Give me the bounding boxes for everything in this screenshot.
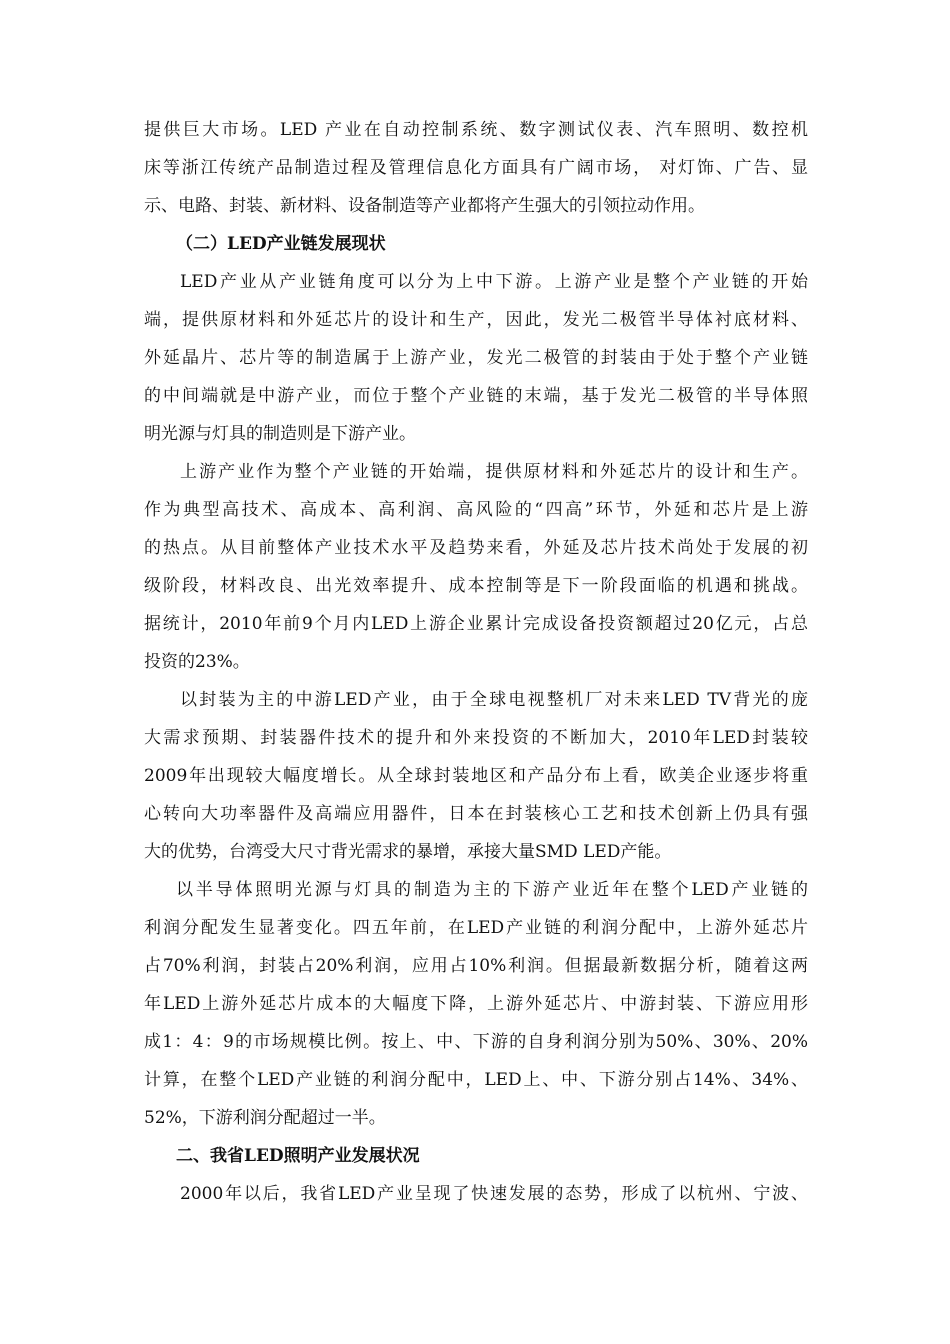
text-line: 计算，在整个LED产业链的利润分配中，LED上、中、下游分别占14%、34%、	[144, 1070, 808, 1090]
text-line: 52%，下游利润分配超过一半。	[144, 1108, 386, 1128]
text-line: 以半导体照明光源与灯具的制造为主的下游产业近年在整个LED产业链的	[176, 880, 808, 900]
text-line: 的中间端就是中游产业，而位于整个产业链的末端，基于发光二极管的半导体照	[144, 386, 808, 406]
text-line: 示、电路、封装、新材料、设备制造等产业都将产生强大的引领拉动作用。	[144, 196, 705, 216]
text-line: 大的优势，台湾受大尺寸背光需求的暴增，承接大量SMD LED产能。	[144, 842, 672, 862]
text-line: 投资的23%。	[144, 652, 250, 672]
text-line: 2000年以后，我省LED产业呈现了快速发展的态势，形成了以杭州、宁波、	[180, 1184, 808, 1204]
text-line: 提供巨大市场。LED 产业在自动控制系统、数字测试仪表、汽车照明、数控机	[144, 120, 808, 140]
section-heading: （二）LED产业链发展现状	[176, 234, 386, 254]
text-line: 端，提供原材料和外延芯片的设计和生产，因此，发光二极管半导体衬底材料、	[144, 310, 808, 330]
text-line: 外延晶片、芯片等的制造属于上游产业，发光二极管的封装由于处于整个产业链	[144, 348, 808, 368]
text-line: 作为典型高技术、高成本、高利润、高风险的“四高”环节，外延和芯片是上游	[144, 500, 808, 520]
text-line: 利润分配发生显著变化。四五年前，在LED产业链的利润分配中，上游外延芯片	[144, 918, 808, 938]
text-line: 2009年出现较大幅度增长。从全球封装地区和产品分布上看，欧美企业逐步将重	[144, 766, 808, 786]
text-line: 床等浙江传统产品制造过程及管理信息化方面具有广阔市场， 对灯饰、广告、显	[144, 158, 808, 178]
text-line: LED产业从产业链角度可以分为上中下游。上游产业是整个产业链的开始	[180, 272, 808, 292]
text-line: 心转向大功率器件及高端应用器件，日本在封装核心工艺和技术创新上仍具有强	[144, 804, 808, 824]
text-line: 的热点。从目前整体产业技术水平及趋势来看，外延及芯片技术尚处于发展的初	[144, 538, 808, 558]
section-heading: 二、我省LED照明产业发展状况	[176, 1146, 420, 1166]
text-line: 年LED上游外延芯片成本的大幅度下降，上游外延芯片、中游封装、下游应用形	[144, 994, 808, 1014]
text-line: 占70%利润，封装占20%利润，应用占10%利润。但据最新数据分析，随着这两	[144, 956, 808, 976]
text-line: 成1：4：9的市场规模比例。按上、中、下游的自身利润分别为50%、30%、20%	[144, 1032, 808, 1052]
text-line: 大需求预期、封装器件技术的提升和外来投资的不断加大，2010年LED封装较	[144, 728, 808, 748]
text-line: 级阶段，材料改良、出光效率提升、成本控制等是下一阶段面临的机遇和挑战。	[144, 576, 808, 596]
text-line: 明光源与灯具的制造则是下游产业。	[144, 424, 416, 444]
text-line: 以封装为主的中游LED产业，由于全球电视整机厂对未来LED TV背光的庞	[180, 690, 808, 710]
text-line: 上游产业作为整个产业链的开始端，提供原材料和外延芯片的设计和生产。	[180, 462, 808, 482]
text-line: 据统计，2010年前9个月内LED上游企业累计完成设备投资额超过20亿元，占总	[144, 614, 808, 634]
